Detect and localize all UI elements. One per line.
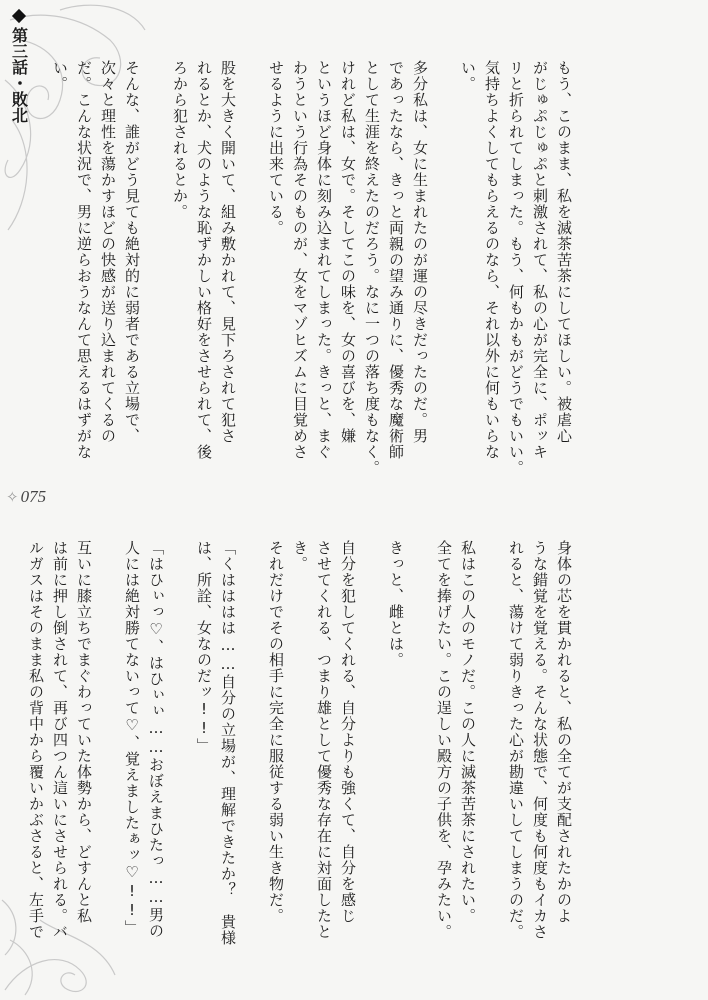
text-line: 互いに膝立ちでまぐわっていた体勢から、どすんと私 [75, 540, 93, 924]
text-line: ルガスはそのまま私の背中から覆いかぶさると、左手で [27, 540, 45, 940]
text-line: として生涯を終えたのだろう。なに一つの落ち度もなく。 [363, 60, 381, 476]
flourish-icon: ✧ [6, 489, 19, 506]
text-line: 次々と理性を蕩かすほどの快感が送り込まれてくるの [99, 60, 117, 444]
paragraph-gap [144, 60, 168, 480]
chapter-heading [8, 8, 30, 123]
text-line: であったなら、きっと両親の望み通りに、優秀な魔術師 [387, 60, 405, 460]
text-line: ろから犯されるとか。 [171, 60, 189, 220]
text-line: きっと、雌とは。 [387, 540, 405, 668]
diamond-icon [12, 9, 26, 23]
upper-text-block [51, 60, 576, 480]
text-line: 全てを捧げたい。この逞しい殿方の子供を、孕みたい。 [435, 540, 453, 940]
text-line: 身体の芯を貫かれると、私の全てが支配されたかのよ [555, 540, 573, 924]
paragraph-gap [432, 60, 456, 480]
text-line: 「くはははは……自分の立場が、理解できたか？ 貴様 [219, 540, 237, 946]
paragraph-gap [240, 540, 264, 960]
text-line: 気持ちよくしてもらえるのなら、それ以外に何もいらな [483, 60, 501, 460]
text-line: うな錯覚を覚える。そんな状態で、何度も何度もイカさ [531, 540, 549, 940]
paragraph-gap [408, 540, 432, 960]
text-line: わうという行為そのものが、女をマゾヒズムに目覚めさ [291, 60, 309, 460]
text-line: もう、このまま、私を滅茶苦茶にしてほしい。被虐心 [555, 60, 573, 444]
text-line: 股を大きく開いて、組み敷かれて、見下ろされて犯さ [219, 60, 237, 444]
chapter-title: 第三話・敗北 [9, 27, 29, 123]
text-line: い。 [51, 60, 69, 92]
page-number-folio [6, 487, 46, 507]
text-line: 多分私は、女に生まれたのが運の尽きだったのだ。男 [411, 60, 429, 444]
text-line: 「はひぃっ♡、はひぃぃ……おぼえまひたっ……男の [147, 540, 165, 939]
text-line: がじゅぷじゅぷと刺激されて、私の心が完全に、ポッキ [531, 60, 549, 460]
paragraph-gap [240, 60, 264, 480]
page-number: 075 [20, 487, 47, 506]
text-line: 自分を犯してくれる、自分よりも強くて、自分を感じ [339, 540, 357, 924]
text-line: 人には絶対勝てないって♡、覚えましたぁッ♡!!」 [123, 540, 141, 936]
text-line: けれど私は、女で。そしてこの味を、女の喜びを、嫌 [339, 60, 357, 444]
paragraph-gap [480, 540, 504, 960]
text-line: リと折られてしまった。もう、何もかもがどうでもいい。 [507, 60, 525, 476]
text-line: というほど身体に刻み込まれてしまった。きっと、まぐ [315, 60, 333, 460]
text-line: れると、蕩けて弱りきった心が勘違いしてしまうのだ。 [507, 540, 525, 940]
paragraph-gap [96, 540, 120, 960]
text-line: せるように出来ている。 [267, 60, 285, 236]
text-line: 私はこの人のモノだ。この人に滅茶苦茶にされたい。 [459, 540, 477, 924]
paragraph-gap [168, 540, 192, 960]
text-line: れるとか、犬のような恥ずかしい格好をさせられて、後 [195, 60, 213, 460]
text-line: い。 [459, 60, 477, 92]
text-line: は、所詮、女なのだッ!!」 [195, 540, 213, 754]
text-line: だ。こんな状況で、男に逆らおうなんて思えるはずがな [75, 60, 93, 460]
text-line: そんな、誰がどう見ても絶対的に弱者である立場で、 [123, 60, 141, 444]
text-line: は前に押し倒されて、再び四つん這いにさせられる。バ [51, 540, 69, 940]
text-line: それだけでその相手に完全に服従する弱い生き物だ。 [267, 540, 285, 924]
text-line: させてくれる、つまり雄として優秀な存在に対面したとき。 [291, 540, 333, 940]
paragraph-gap [360, 540, 384, 960]
lower-text-block [27, 540, 576, 960]
